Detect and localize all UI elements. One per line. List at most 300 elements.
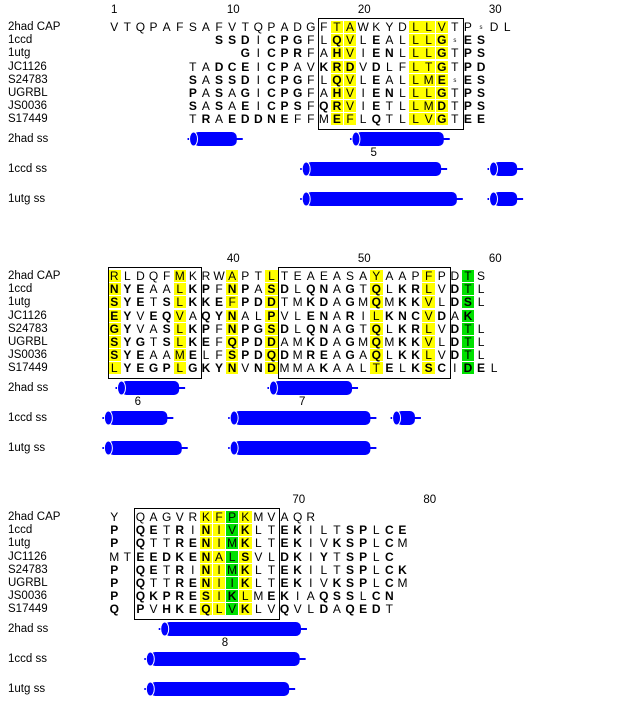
residue: Y (123, 282, 132, 297)
residue: R (306, 348, 316, 363)
residue: E (331, 113, 344, 125)
residue: S (462, 296, 475, 308)
residue: I (213, 590, 226, 602)
residue: L (174, 296, 187, 308)
sequence-label: JC1126 (8, 60, 47, 73)
residue: K (239, 511, 252, 523)
residue: K (398, 348, 407, 363)
residue: I (309, 536, 313, 551)
sequence-label: UGRBL (8, 336, 48, 348)
residue: S (108, 349, 121, 361)
helix-cylinder (267, 381, 358, 395)
residue: G (292, 33, 303, 48)
residue: T (123, 20, 132, 34)
residue: L (359, 72, 367, 87)
residue: L (477, 348, 485, 363)
residue: A (201, 59, 210, 74)
residue: S (188, 72, 197, 87)
residue: A (385, 72, 394, 87)
sequence-label: 2had CAP (8, 511, 61, 523)
residue: A (319, 86, 328, 100)
residue: S (346, 589, 355, 604)
residue: V (344, 87, 357, 99)
residue: Q (306, 321, 316, 336)
residue: G (240, 86, 250, 100)
residue: T (254, 269, 263, 283)
residue: P (241, 282, 250, 297)
residue: T (333, 549, 341, 564)
helix-cylinder (144, 652, 305, 666)
residue: Y (123, 348, 132, 363)
residue: E (398, 523, 407, 538)
ss-label: 1utg ss (8, 683, 46, 695)
residue: P (201, 321, 210, 336)
residue: T (267, 576, 276, 590)
residue: Y (385, 20, 394, 34)
residue: E (436, 74, 449, 86)
residue: F (293, 112, 302, 127)
residue: E (149, 523, 158, 538)
residue: P (463, 99, 472, 114)
helix-cylinder (300, 192, 463, 206)
residue: G (109, 321, 119, 336)
ruler-number: 30 (488, 4, 502, 16)
residue: T (385, 112, 394, 127)
residue: Y (123, 295, 132, 310)
residue: T (451, 99, 459, 114)
residue: G (437, 86, 447, 100)
sequence-label: S17449 (8, 362, 48, 375)
residue: E (267, 589, 276, 604)
helix-cylinder (228, 411, 376, 425)
residue: D (319, 295, 329, 310)
residue: D (450, 321, 460, 336)
residue: L (422, 34, 435, 46)
residue: P (226, 511, 239, 523)
residue: Q (135, 589, 146, 604)
residue: A (149, 321, 158, 336)
residue: I (309, 549, 313, 564)
residue: V (422, 113, 435, 125)
residue: I (309, 523, 313, 538)
residue: R (306, 510, 316, 524)
residue: V (422, 310, 435, 322)
residue: G (292, 72, 303, 87)
residue: S (188, 99, 197, 114)
residue: E (463, 72, 472, 87)
residue: L (359, 112, 367, 127)
residue: E (372, 46, 381, 61)
ruler-number: 50 (357, 253, 371, 265)
residue: Q (371, 112, 381, 127)
residue: L (422, 21, 435, 33)
residue: V (226, 524, 239, 536)
helix-cylinder (188, 132, 243, 146)
residue: E (477, 112, 486, 127)
residue: L (359, 33, 367, 48)
residue: T (162, 576, 171, 590)
residue: G (253, 321, 264, 336)
residue: V (422, 336, 435, 348)
residue: P (241, 295, 250, 310)
residue: N (227, 361, 237, 376)
residue: V (359, 59, 368, 74)
residue: K (398, 321, 407, 336)
residue: K (293, 536, 302, 551)
residue: T (359, 282, 367, 297)
residue: L (438, 335, 446, 349)
residue: T (149, 295, 158, 310)
residue: Y (123, 335, 132, 349)
residue: G (437, 33, 447, 48)
residue: Q (371, 348, 381, 363)
residue: P (267, 20, 276, 34)
residue: E (188, 589, 197, 604)
residue: D (254, 348, 263, 363)
residue: G (292, 86, 303, 100)
residue: E (228, 112, 237, 127)
residue: A (201, 72, 210, 87)
residue: Q (319, 589, 329, 604)
residue: V (241, 361, 250, 376)
ruler-number: 40 (226, 253, 240, 265)
helix-cylinder (350, 132, 450, 146)
residue: N (319, 321, 329, 336)
residue: S (265, 283, 278, 295)
residue: F (215, 335, 223, 349)
residue: K (319, 361, 329, 376)
residue: R (293, 46, 302, 61)
residue: E (149, 562, 158, 577)
residue: K (293, 576, 302, 590)
residue: N (267, 112, 276, 127)
residue: S (162, 321, 171, 336)
ruler-number: 1 (111, 4, 118, 16)
residue: N (227, 321, 237, 336)
residue: K (306, 295, 316, 310)
residue: T (333, 523, 341, 538)
residue: T (331, 21, 344, 33)
residue: M (227, 562, 238, 577)
residue: A (332, 269, 341, 283)
residue: M (423, 72, 434, 87)
residue: N (201, 523, 211, 538)
residue: Q (135, 20, 146, 34)
residue: Q (371, 282, 381, 297)
residue: S (200, 590, 213, 602)
residue: S (422, 362, 435, 374)
sequence-label: JC1126 (8, 309, 47, 322)
residue: L (409, 61, 422, 73)
residue: P (241, 321, 250, 336)
residue: T (280, 269, 289, 283)
sequence-label: 1ccd (8, 524, 33, 537)
residue: L (422, 47, 435, 59)
residue: R (188, 510, 198, 524)
residue: E (385, 361, 394, 376)
ruler-number: 60 (488, 253, 502, 265)
residue: L (477, 295, 485, 310)
residue: V (228, 20, 237, 34)
residue: T (462, 270, 475, 282)
residue: K (398, 335, 407, 349)
residue: A (293, 59, 302, 74)
ss-label: 1utg ss (8, 193, 46, 205)
residue: Q (135, 562, 146, 577)
residue: L (409, 34, 422, 46)
residue: P (463, 86, 472, 100)
residue: V (436, 21, 449, 33)
residue: M (397, 536, 408, 551)
residue: D (267, 295, 276, 310)
residue: Y (123, 308, 132, 323)
residue: G (345, 335, 355, 349)
residue: P (149, 20, 158, 34)
residue: K (240, 523, 250, 538)
residue: S (346, 576, 355, 590)
residue: F (176, 20, 184, 34)
residue: T (189, 112, 197, 127)
residue: I (213, 537, 226, 549)
residue: V (344, 100, 357, 112)
residue: V (437, 282, 446, 297)
residue: F (215, 321, 223, 336)
sequence-label: 1ccd (8, 283, 33, 296)
residue: A (228, 99, 237, 114)
residue: P (110, 536, 119, 551)
residue: L (409, 87, 422, 99)
sequence-label: S24783 (8, 563, 48, 576)
residue: K (411, 335, 420, 349)
sequence-label: S17449 (8, 603, 48, 616)
residue: E (136, 282, 145, 297)
residue: V (175, 510, 184, 524)
residue: G (306, 20, 316, 34)
residue: D (437, 99, 447, 114)
residue: K (201, 295, 211, 310)
sequence-label: JS0036 (8, 349, 48, 362)
residue: I (256, 99, 261, 114)
residue: M (384, 335, 395, 349)
residue: I (191, 562, 195, 577)
residue: P (463, 59, 472, 74)
residue: L (294, 321, 301, 336)
sequence-label: JC1126 (8, 550, 47, 563)
residue: D (240, 33, 250, 48)
residue: C (267, 86, 276, 100)
residue: Q (371, 295, 381, 310)
residue: I (213, 524, 226, 536)
residue: K (306, 335, 316, 349)
residue: C (385, 562, 394, 577)
residue: s (453, 38, 457, 45)
residue: N (201, 562, 211, 577)
residue: V (254, 549, 263, 564)
residue: M (318, 112, 329, 127)
residue: D (489, 20, 499, 34)
sequence-label: UGRBL (8, 577, 48, 589)
residue: N (319, 282, 329, 297)
residue: E (372, 86, 381, 100)
residue: V (280, 308, 289, 323)
residue: D (450, 335, 460, 349)
residue: I (256, 46, 261, 61)
residue: K (240, 576, 250, 590)
residue: Q (201, 602, 211, 617)
helix-cylinder (102, 441, 187, 455)
residue: Q (266, 348, 277, 363)
residue: E (280, 576, 289, 590)
residue: R (332, 99, 342, 114)
residue: F (307, 72, 315, 87)
residue: L (386, 59, 393, 74)
residue: V (267, 510, 276, 524)
helix-number: 6 (134, 396, 142, 408)
residue: Q (319, 99, 329, 114)
residue: G (437, 59, 447, 74)
residue: A (241, 308, 250, 323)
residue: Q (292, 510, 303, 524)
residue: T (462, 336, 475, 348)
residue: D (398, 20, 407, 34)
residue: F (226, 296, 239, 308)
residue: L (320, 33, 328, 48)
residue: S (162, 295, 171, 310)
residue: L (174, 323, 187, 335)
residue: K (188, 321, 198, 336)
residue: M (227, 536, 238, 551)
residue: L (399, 86, 406, 100)
residue: P (265, 310, 278, 322)
residue: P (463, 20, 472, 34)
residue: E (149, 549, 158, 564)
residue: L (320, 72, 328, 87)
residue: I (361, 99, 365, 114)
residue: D (345, 59, 355, 74)
residue: R (175, 523, 185, 538)
residue: F (422, 270, 435, 282)
residue: S (346, 536, 355, 551)
residue: V (319, 576, 328, 590)
residue: D (280, 282, 289, 297)
residue: R (201, 269, 211, 283)
residue: M (384, 295, 395, 310)
residue: E (188, 549, 197, 564)
residue: E (359, 602, 368, 617)
sequence-label: S24783 (8, 73, 48, 86)
residue: L (294, 308, 301, 323)
residue: A (149, 510, 158, 524)
residue: L (370, 310, 383, 322)
residue: A (332, 308, 341, 323)
residue: D (240, 112, 250, 127)
residue: Q (135, 523, 146, 538)
residue: T (385, 602, 394, 617)
residue: L (386, 321, 393, 336)
residue: V (226, 603, 239, 615)
residue: L (386, 282, 393, 297)
residue: I (361, 308, 365, 323)
residue: E (293, 269, 302, 283)
residue: S (162, 335, 171, 349)
residue: M (174, 348, 185, 363)
residue: P (359, 576, 368, 590)
residue: L (372, 576, 380, 590)
residue: T (189, 59, 197, 74)
residue: Q (161, 308, 172, 323)
residue: V (136, 308, 145, 323)
residue: D (254, 112, 263, 127)
ss-label: 2had ss (8, 382, 49, 394)
residue: F (307, 46, 315, 61)
residue: Q (109, 602, 119, 617)
residue: T (462, 349, 475, 361)
residue: L (422, 349, 435, 361)
residue: C (385, 576, 394, 590)
residue: D (240, 72, 250, 87)
residue: K (293, 523, 302, 538)
residue: C (371, 589, 381, 604)
residue: T (462, 323, 475, 335)
residue: E (136, 295, 145, 310)
residue: E (188, 576, 197, 590)
residue: A (332, 295, 341, 310)
residue: R (109, 269, 119, 283)
residue: A (385, 269, 394, 283)
residue: S (477, 99, 486, 114)
residue: E (188, 536, 197, 551)
residue: K (188, 335, 198, 349)
residue: P (411, 269, 420, 283)
residue: P (241, 348, 250, 363)
residue: E (280, 523, 289, 538)
residue: V (422, 296, 435, 308)
residue: C (267, 33, 276, 48)
residue: V (267, 602, 276, 617)
residue: L (399, 99, 406, 114)
residue: L (372, 536, 380, 551)
residue: E (280, 112, 289, 127)
residue: H (332, 86, 342, 100)
residue: C (267, 59, 276, 74)
helix-cylinder (391, 411, 421, 425)
residue: P (110, 576, 119, 590)
residue: T (149, 536, 158, 551)
residue: I (191, 523, 195, 538)
residue: T (451, 46, 459, 61)
residue: L (490, 361, 498, 376)
residue: D (450, 348, 460, 363)
residue: I (295, 589, 300, 604)
residue: L (409, 100, 422, 112)
residue: K (240, 562, 250, 577)
residue: D (437, 308, 447, 323)
residue: I (309, 562, 313, 577)
residue: V (344, 74, 357, 86)
sequence-label: 1ccd (8, 34, 33, 47)
residue: D (280, 549, 289, 564)
residue: Q (135, 536, 146, 551)
residue: S (215, 33, 224, 48)
residue: G (345, 295, 355, 310)
residue: M (292, 348, 303, 363)
residue: A (226, 270, 239, 282)
residue: F (215, 282, 223, 297)
residue: A (332, 361, 341, 376)
ruler-number: 70 (292, 494, 306, 506)
ruler-number: 10 (226, 4, 240, 16)
residue: S (228, 72, 237, 87)
